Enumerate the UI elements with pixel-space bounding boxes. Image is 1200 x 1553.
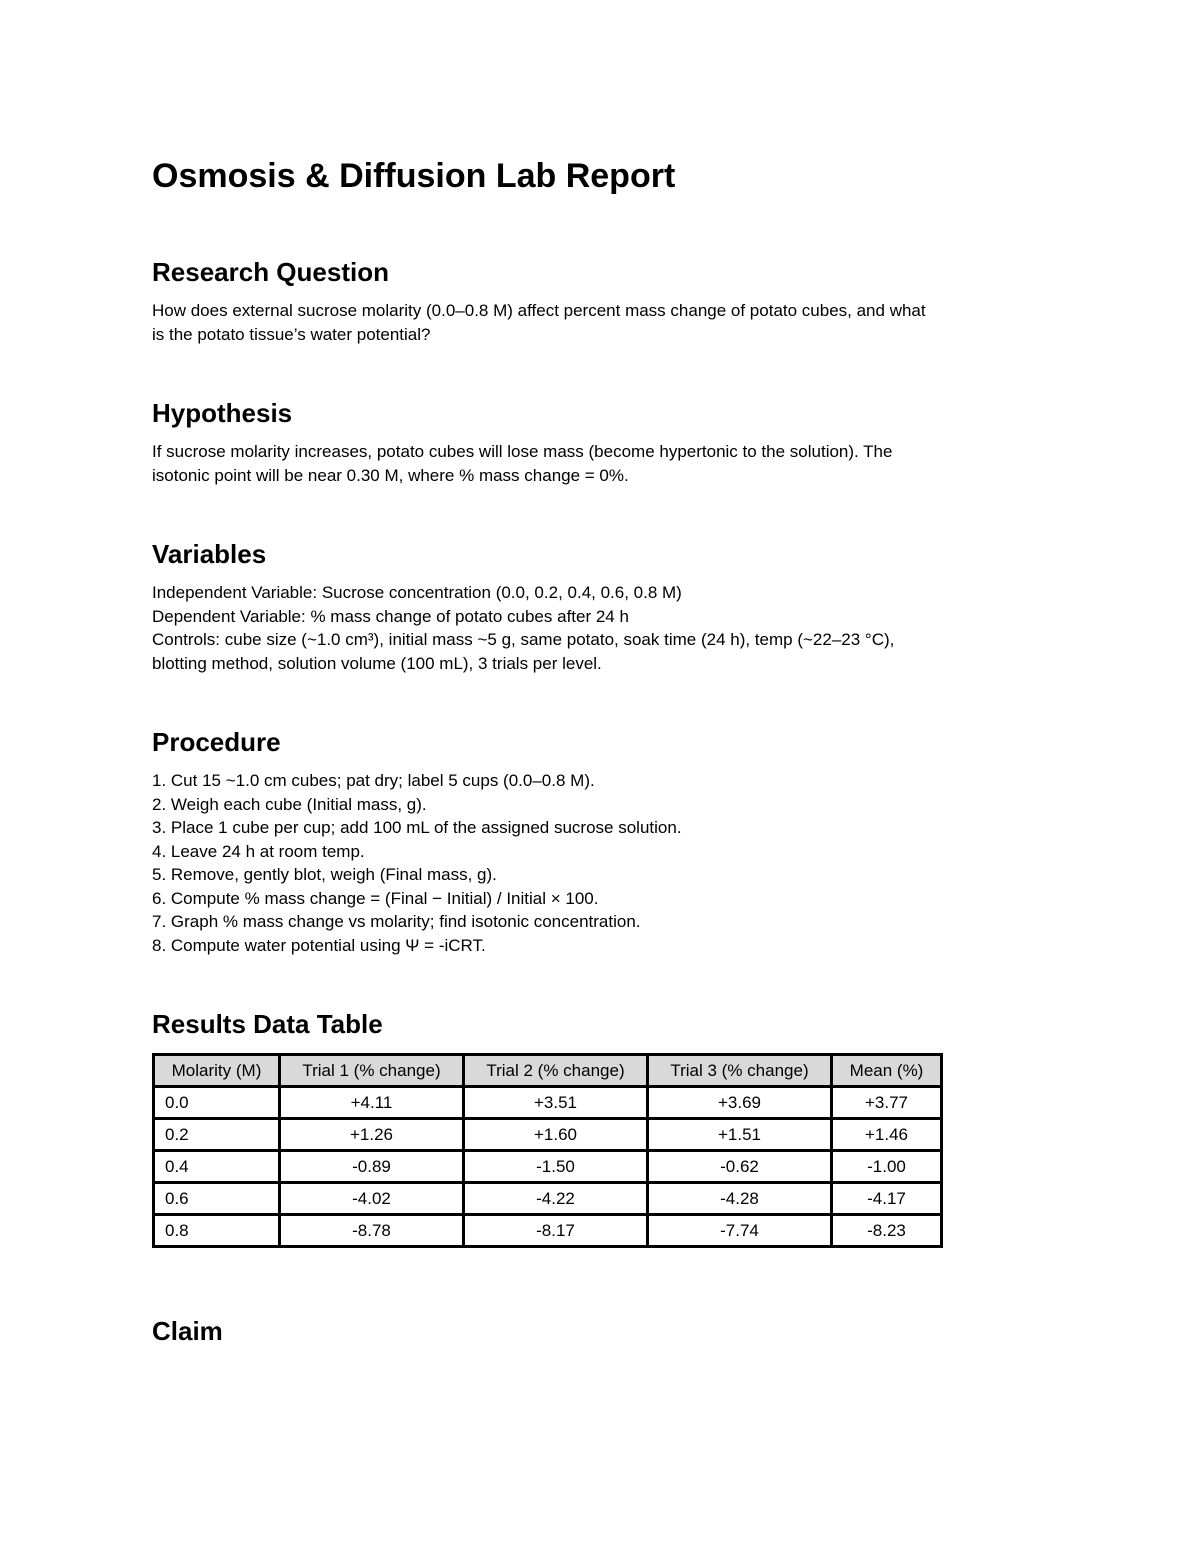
cell-trial-2: +1.60 bbox=[464, 1119, 648, 1151]
procedure-heading: Procedure bbox=[152, 727, 281, 757]
cell-trial-1: +1.26 bbox=[280, 1119, 464, 1151]
column-header-trial-1: Trial 1 (% change) bbox=[280, 1055, 464, 1087]
cell-trial-3: -7.74 bbox=[648, 1215, 832, 1247]
hypothesis-line: If sucrose molarity increases, potato cubes will lose mass (become hypertonic to the solution). The bbox=[152, 442, 893, 461]
cell-molarity: 0.0 bbox=[154, 1087, 280, 1119]
research-question-line: is the potato tissue’s water potential? bbox=[152, 324, 431, 344]
controls-line: Controls: cube size (~1.0 cm³), initial mass ~5 g, same potato, soak time (24 h), temp (~22–23 °C), bbox=[152, 630, 895, 649]
cell-mean: -8.23 bbox=[832, 1215, 942, 1247]
cell-trial-2: -4.22 bbox=[464, 1183, 648, 1215]
results-heading: Results Data Table bbox=[152, 1009, 383, 1039]
cell-trial-1: -4.02 bbox=[280, 1183, 464, 1215]
procedure-step: 7. Graph % mass change vs molarity; find isotonic concentration. bbox=[152, 912, 641, 931]
results-table bbox=[152, 1053, 943, 1248]
cell-mean: -1.00 bbox=[832, 1151, 942, 1183]
cell-trial-3: +1.51 bbox=[648, 1119, 832, 1151]
cell-trial-2: +3.51 bbox=[464, 1087, 648, 1119]
procedure-step: 8. Compute water potential using Ψ = -iCRT. bbox=[152, 935, 486, 955]
table-row bbox=[154, 1215, 942, 1247]
results-section bbox=[152, 1007, 1052, 1248]
column-header-mean: Mean (%) bbox=[832, 1055, 942, 1087]
cell-molarity: 0.2 bbox=[154, 1119, 280, 1151]
hypothesis-heading: Hypothesis bbox=[152, 398, 293, 428]
report-title: Osmosis & Diffusion Lab Report bbox=[152, 157, 676, 195]
cell-mean: +3.77 bbox=[832, 1087, 942, 1119]
independent-variable-line: Independent Variable: Sucrose concentration (0.0, 0.2, 0.4, 0.6, 0.8 M) bbox=[152, 583, 682, 602]
variables-heading: Variables bbox=[152, 539, 267, 569]
cell-trial-3: -0.62 bbox=[648, 1151, 832, 1183]
column-header-trial-3: Trial 3 (% change) bbox=[648, 1055, 832, 1087]
cell-trial-3: -4.28 bbox=[648, 1183, 832, 1215]
hypothesis-line: isotonic point will be near 0.30 M, where % mass change = 0%. bbox=[152, 465, 629, 485]
cell-trial-3: +3.69 bbox=[648, 1087, 832, 1119]
research-question-heading: Research Question bbox=[152, 257, 389, 287]
cell-mean: -4.17 bbox=[832, 1183, 942, 1215]
cell-trial-1: +4.11 bbox=[280, 1087, 464, 1119]
table-header-row bbox=[154, 1055, 942, 1087]
table-row bbox=[154, 1119, 942, 1151]
research-question-section bbox=[152, 255, 1052, 346]
dependent-variable-line: Dependent Variable: % mass change of potato cubes after 24 h bbox=[152, 606, 629, 626]
procedure-step: 3. Place 1 cube per cup; add 100 mL of the assigned sucrose solution. bbox=[152, 818, 682, 837]
variables-section bbox=[152, 537, 1052, 675]
cell-trial-2: -8.17 bbox=[464, 1215, 648, 1247]
cell-trial-1: -0.89 bbox=[280, 1151, 464, 1183]
procedure-section bbox=[152, 725, 1052, 957]
cell-molarity: 0.8 bbox=[154, 1215, 280, 1247]
column-header-molarity: Molarity (M) bbox=[154, 1055, 280, 1087]
cell-mean: +1.46 bbox=[832, 1119, 942, 1151]
procedure-step: 2. Weigh each cube (Initial mass, g). bbox=[152, 794, 427, 814]
report-page bbox=[152, 150, 1052, 1346]
research-question-line: How does external sucrose molarity (0.0–0.8 M) affect percent mass change of potato cubes, and what bbox=[152, 301, 926, 320]
cell-trial-2: -1.50 bbox=[464, 1151, 648, 1183]
procedure-step: 1. Cut 15 ~1.0 cm cubes; pat dry; label 5 cups (0.0–0.8 M). bbox=[152, 771, 595, 790]
procedure-step: 5. Remove, gently blot, weigh (Final mass, g). bbox=[152, 865, 497, 884]
table-row bbox=[154, 1183, 942, 1215]
claim-section bbox=[152, 1314, 1052, 1358]
table-row bbox=[154, 1087, 942, 1119]
controls-line: blotting method, solution volume (100 mL), 3 trials per level. bbox=[152, 653, 602, 673]
table-row bbox=[154, 1151, 942, 1183]
hypothesis-section bbox=[152, 396, 1052, 487]
claim-heading: Claim bbox=[152, 1316, 223, 1346]
cell-trial-1: -8.78 bbox=[280, 1215, 464, 1247]
procedure-step: 4. Leave 24 h at room temp. bbox=[152, 841, 365, 861]
procedure-step: 6. Compute % mass change = (Final − Initial) / Initial × 100. bbox=[152, 888, 599, 908]
column-header-trial-2: Trial 2 (% change) bbox=[464, 1055, 648, 1087]
cell-molarity: 0.6 bbox=[154, 1183, 280, 1215]
cell-molarity: 0.4 bbox=[154, 1151, 280, 1183]
